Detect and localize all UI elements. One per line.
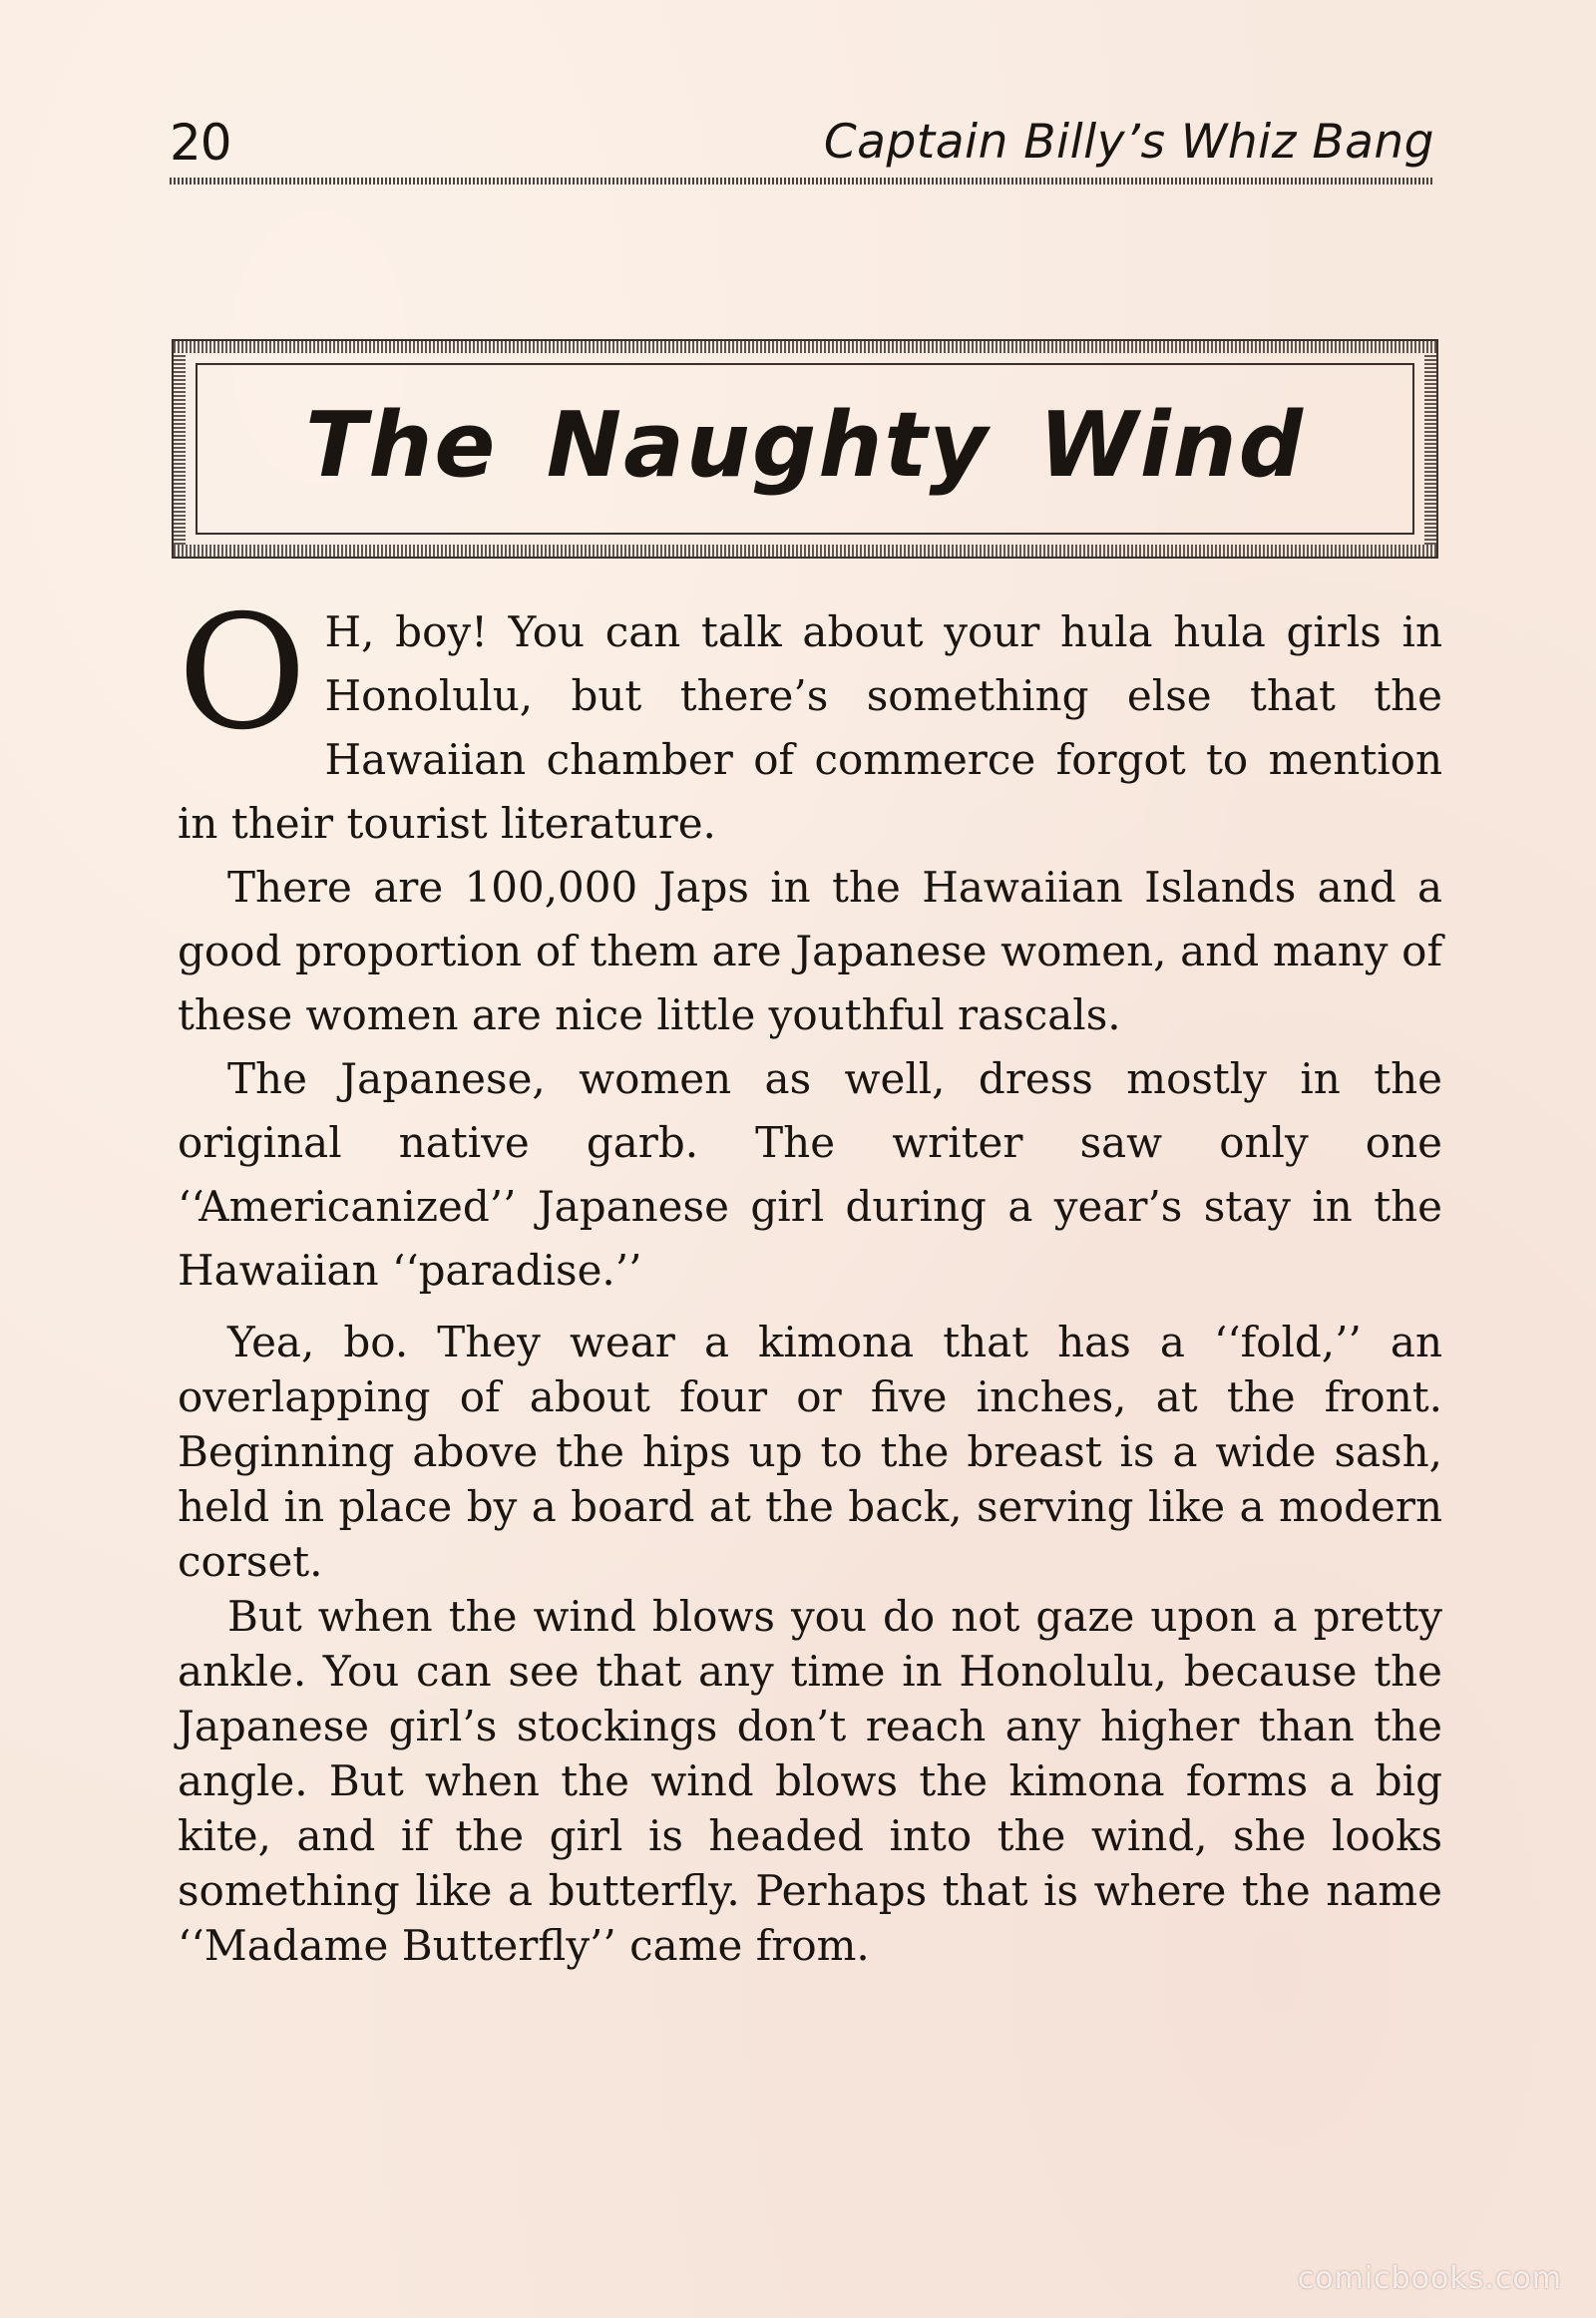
page-number: 20 bbox=[170, 114, 231, 172]
running-header bbox=[170, 108, 1434, 178]
article-title: The Naughty Wind bbox=[304, 393, 1306, 498]
title-box-top-hatching bbox=[174, 341, 1436, 353]
paragraph-3: The Japanese, women as well, dress mostly in the original native garb. The writer saw only one ‘‘Americanized’’ Japanese girl during a year’s stay in the Hawaiian ‘‘paradise.’’ bbox=[178, 1054, 1442, 1295]
running-title: Captain Billy’s Whiz Bang bbox=[823, 115, 1434, 170]
paragraph-1-text: H, boy! You can talk about your hula hula girls in Honolulu, but there’s something else that the Hawaiian chamber of commerce forgot to mention in their tourist literature. bbox=[178, 607, 1442, 848]
article-body bbox=[178, 581, 1442, 1973]
paragraph-5: But when the wind blows you do not gaze upon a pretty ankle. You can see that any time in Honolulu, because the Japanese girl’s stockings don’t reach any higher than the angle. But when the wind blows the kimona forms a big kite, and if the girl is headed into the wind, she looks something like a butterfly. Perhaps that is where the name ‘‘Madame Butterfly’’ came from. bbox=[178, 1592, 1442, 1970]
paragraph-2: There are 100,000 Japs in the Hawaiian Islands and a good proportion of them are Japanese women, and many of these women are nice little youthful rascals. bbox=[178, 863, 1442, 1039]
header-rule bbox=[170, 178, 1434, 185]
paragraph-4: Yea, bo. They wear a kimona that has a ‘‘fold,’’ an overlapping of about four or five inches, at the front. Beginning above the hips up to the breast is a wide sash, held in place by a board at the back, serving like a modern corset. bbox=[178, 1318, 1442, 1586]
paragraph-1 bbox=[178, 581, 1442, 856]
title-box bbox=[172, 339, 1438, 559]
drop-cap: O bbox=[178, 581, 307, 765]
watermark-logo: comicbooks.com bbox=[1297, 2261, 1562, 2296]
title-box-bottom-hatching bbox=[174, 545, 1436, 557]
